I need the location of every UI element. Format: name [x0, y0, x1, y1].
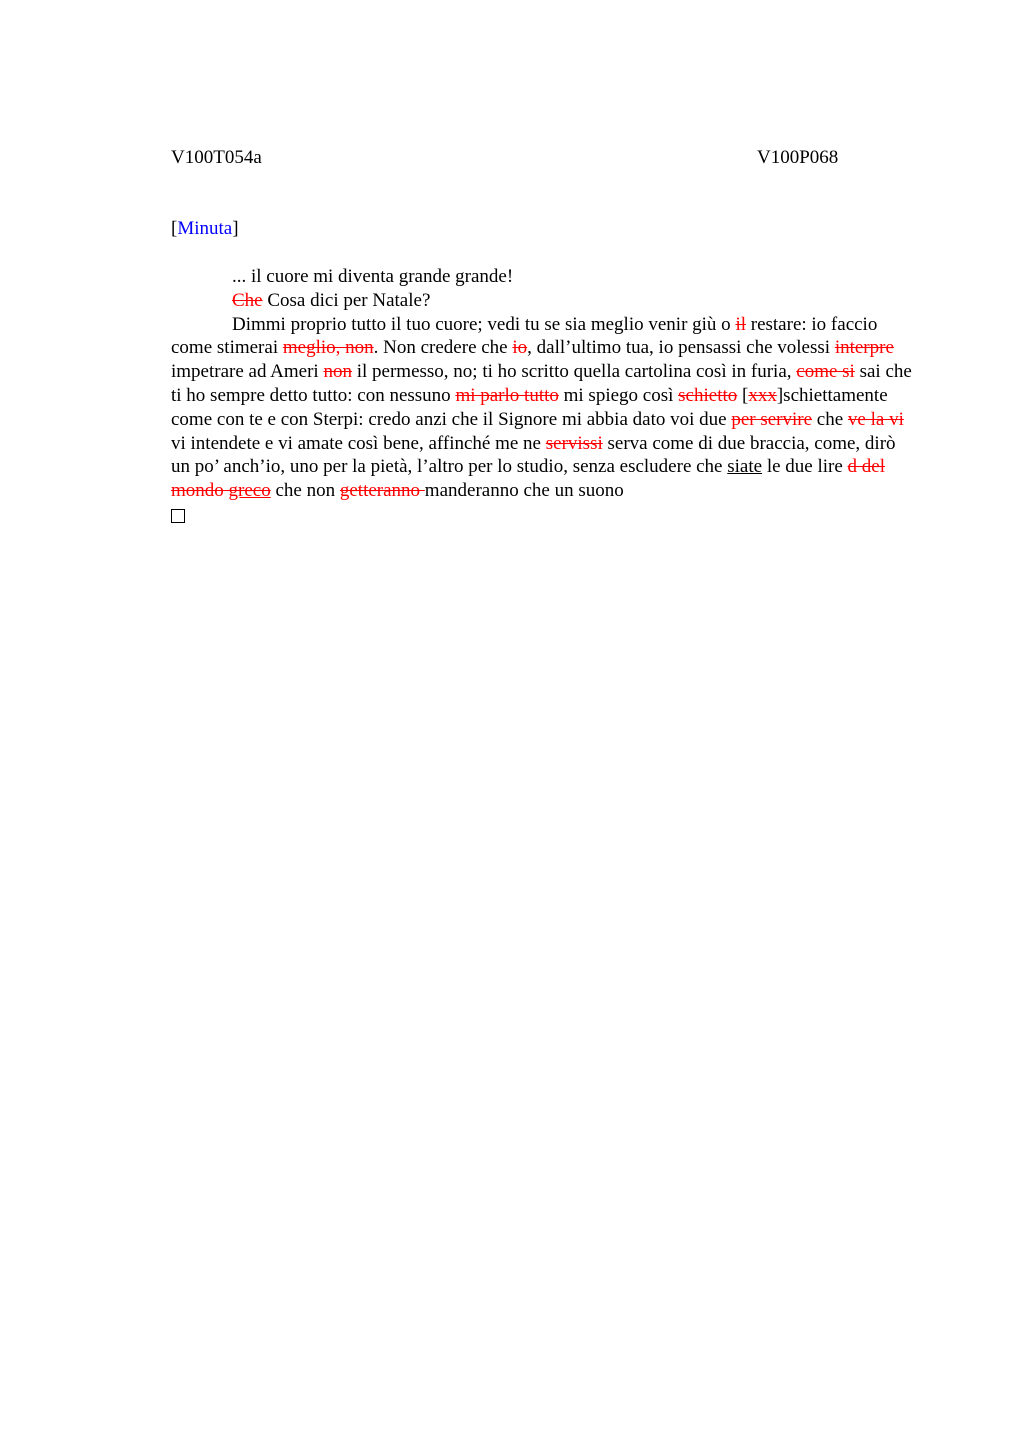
text-segment: ]schiettamente come con te e con Sterpi: credo anzi che il Signore mi abbia dato voi due — [171, 384, 888, 430]
section-label — [171, 217, 239, 241]
end-box-icon — [171, 509, 185, 523]
text-segment: che non — [270, 480, 340, 502]
deleted-text: come si — [796, 361, 855, 383]
text-segment: Cosa dici per Natale? — [262, 289, 431, 311]
text-segment: , dall’ultimo tua, io pensassi che volessi — [527, 337, 835, 359]
text-segment: restare: io faccio come stimerai — [171, 313, 878, 359]
deleted-text: servissi — [545, 432, 603, 454]
text-segment: impetrare ad Ameri — [171, 361, 324, 383]
text-segment: sai che ti ho sempre detto tutto: con nessuno — [171, 361, 912, 406]
document-code-left: V100T054a — [171, 147, 262, 168]
deleted-text: Che — [232, 289, 263, 311]
paragraph-2 — [171, 289, 916, 313]
deleted-text: il — [735, 313, 746, 335]
text-segment: il permesso, no; ti ho scritto quella cartolina così in furia, — [351, 361, 797, 383]
text-segment: vi intendete e vi amate così bene, affinché me ne — [171, 432, 546, 454]
paragraph-3 — [171, 313, 916, 503]
text-segment: le due lire — [762, 456, 848, 478]
deleted-text: non — [323, 361, 352, 383]
text-segment: mi spiego così — [558, 384, 679, 406]
letter-body — [171, 265, 916, 530]
text-segment: serva come di due braccia, come, dirò un po’ anch’io, uno per la pietà, l’altro per lo studio, senza escludere che — [171, 432, 896, 478]
end-marker-line — [171, 503, 916, 530]
deleted-underlined-text: greco — [228, 480, 271, 502]
underlined-text: siate — [727, 456, 763, 478]
text-segment: che — [812, 408, 848, 430]
deleted-text: schietto — [678, 384, 738, 406]
deleted-text: meglio, non — [282, 337, 374, 359]
deleted-text: io — [512, 337, 528, 359]
label-word: Minuta — [177, 218, 233, 239]
deleted-text: per servire — [731, 408, 813, 430]
text-segment: Dimmi proprio tutto il tuo cuore; vedi tu se sia meglio venir giù o — [232, 313, 736, 335]
label-close-bracket: ] — [232, 218, 239, 239]
deleted-text: ve la vi — [847, 408, 904, 430]
label-open-bracket: [ — [171, 218, 178, 239]
document-code-right: V100P068 — [757, 147, 839, 168]
text-segment: ... il cuore mi diventa grande grande! — [232, 266, 514, 287]
text-segment: manderanno che un suono — [424, 480, 624, 502]
deleted-text: mi parlo tutto — [455, 384, 559, 406]
text-segment: . Non credere che — [373, 337, 513, 359]
deleted-text: xxx — [748, 384, 777, 406]
text-segment: [ — [737, 384, 749, 406]
paragraph-1 — [171, 265, 916, 289]
deleted-text: getteranno — [339, 480, 425, 502]
deleted-text: interpre — [834, 337, 894, 359]
deleted-text: d del mondo — [171, 456, 886, 502]
